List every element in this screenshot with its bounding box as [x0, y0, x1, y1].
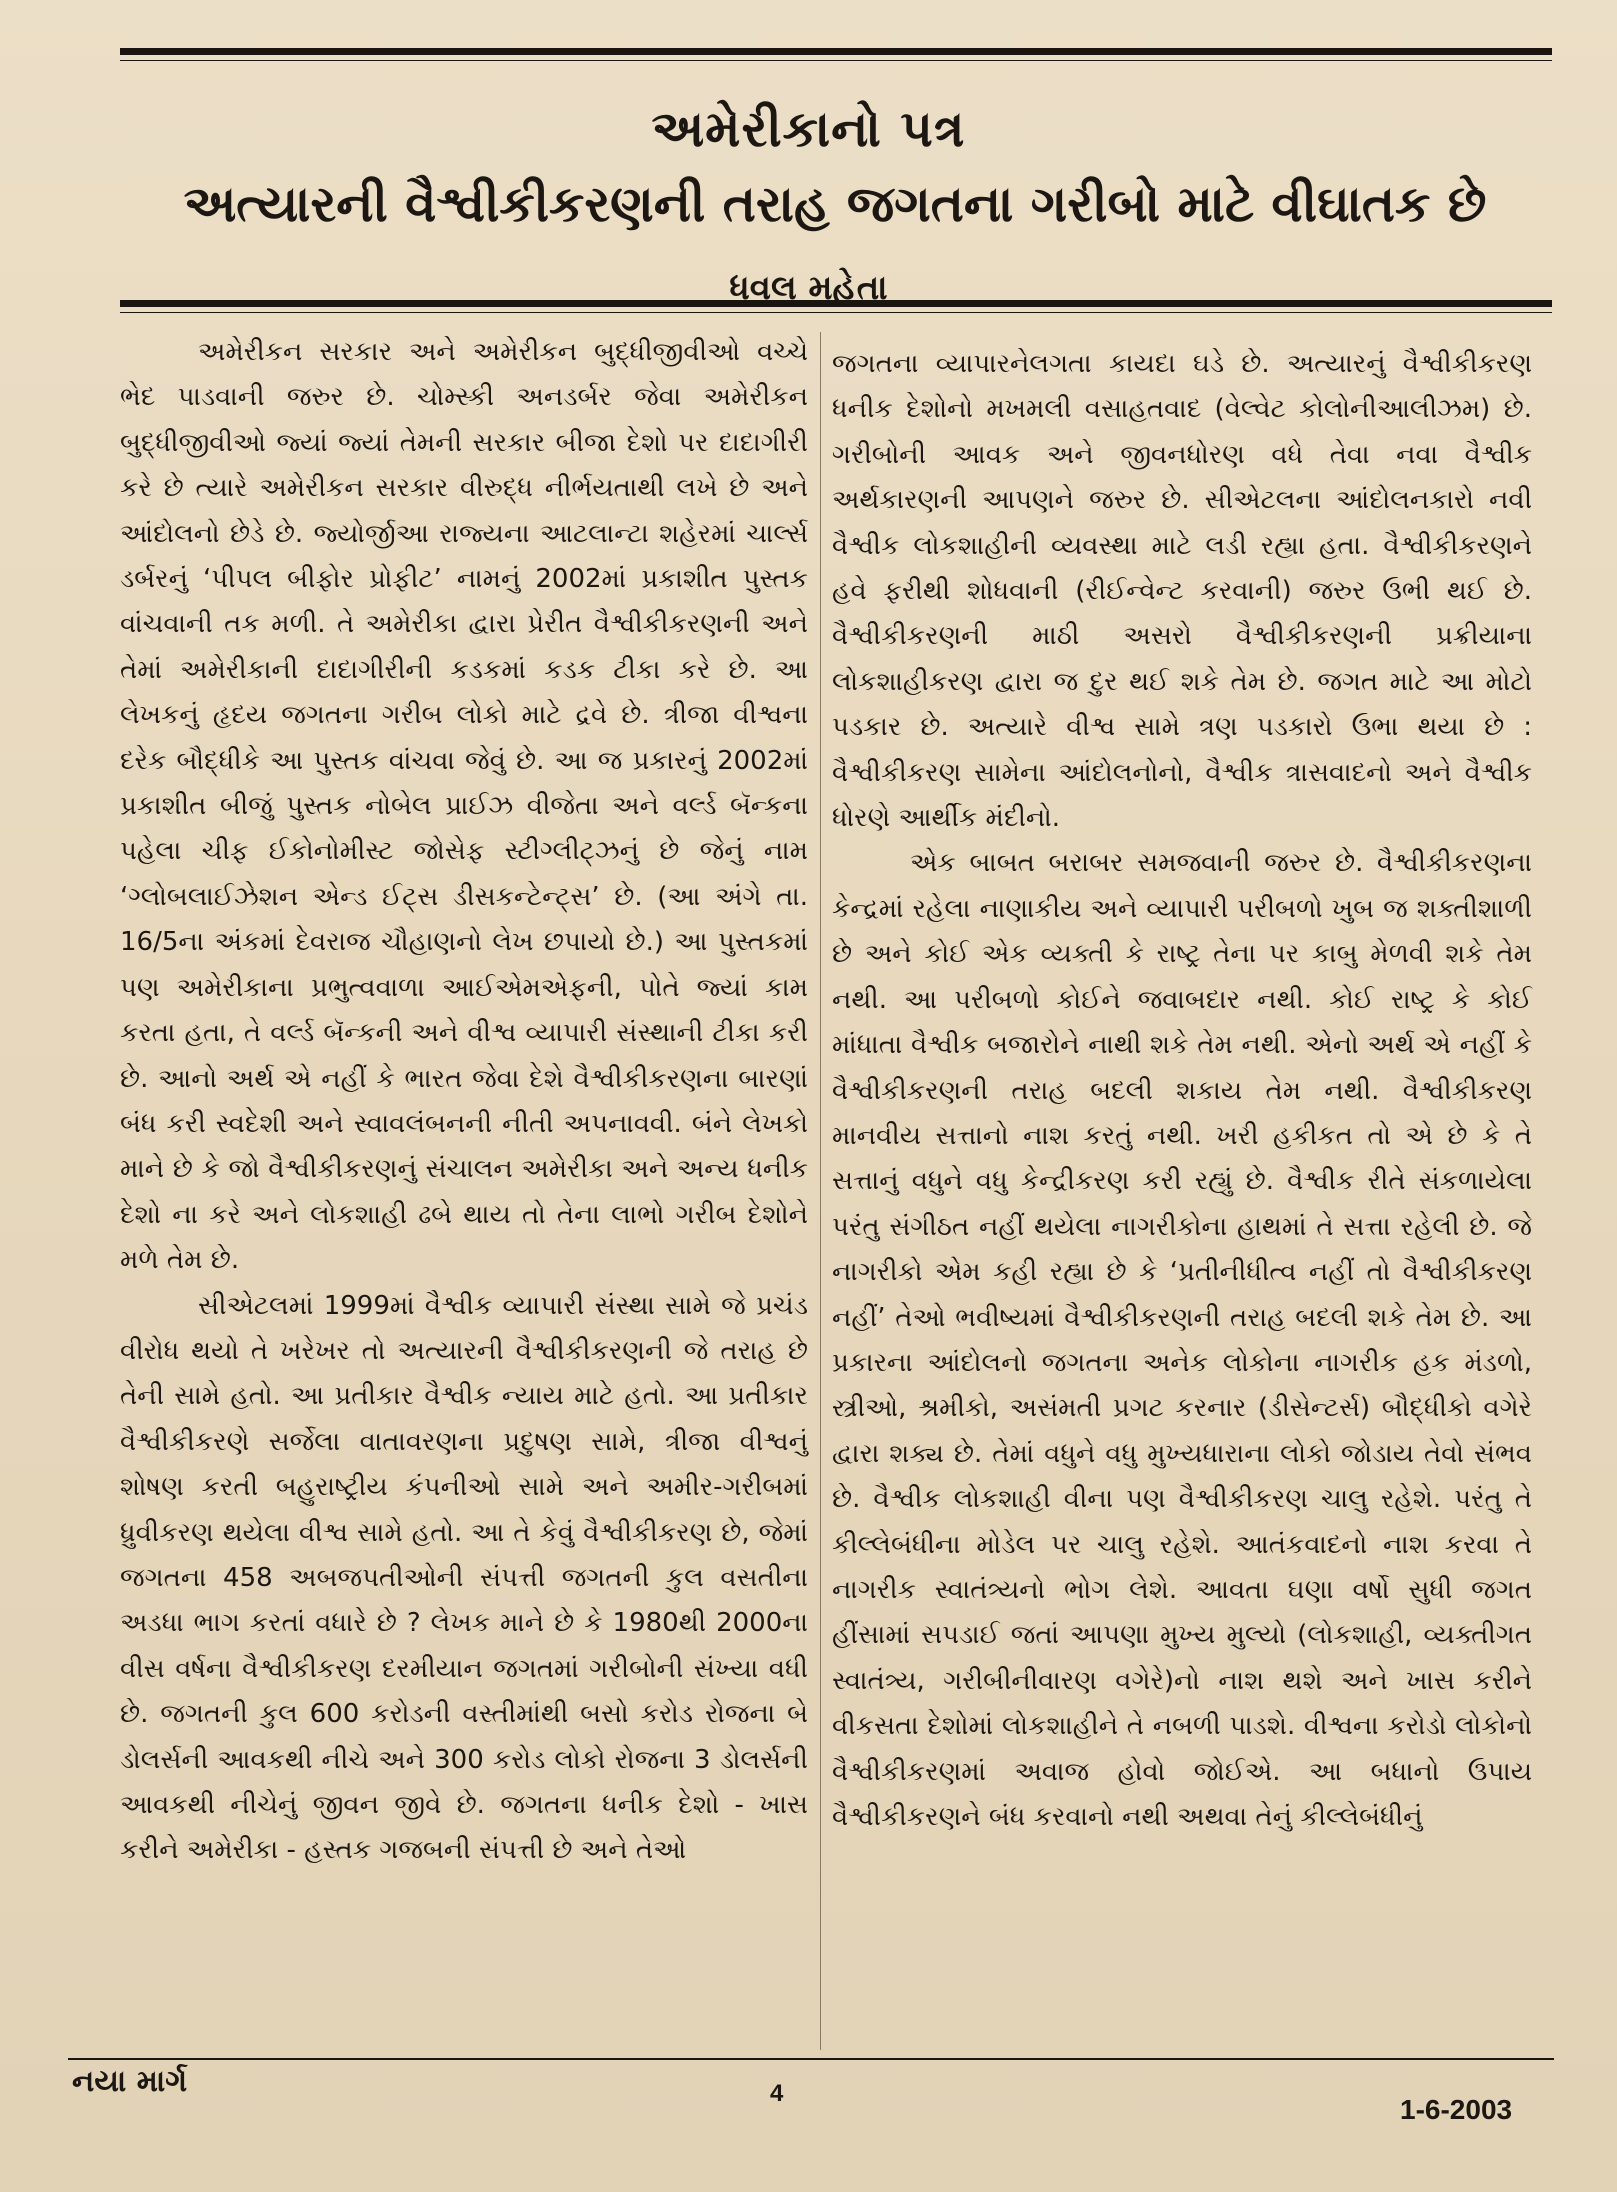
body-paragraph: સીએટલમાં 1999માં વૈશ્વીક વ્યાપારી સંસ્થા સામે જે પ્રચંડ વીરોધ થયો તે ખરેખર તો અત્યારની વૈશ્વીકીકરણની જે તરાહ છે તેની સામે હતો. આ પ્રતીકાર વૈશ્વીક ન્યાય માટે હતો. આ પ્રતીકાર વૈશ્વીકીકરણે સર્જેલા વાતાવરણના પ્રદુષણ સામે, ત્રીજા વીશ્વનું શોષણ કરતી બહુરાષ્ટ્રીય કંપનીઓ સામે અને અમીર-ગરીબમાં ધ્રુવીકરણ થયેલા વીશ્વ સામે હતો. આ તે કેવું વૈશ્વીકીકરણ છે, જેમાં જગતના 458 અબજપતીઓની સંપત્તી જગતની કુલ વસતીના અડધા ભાગ કરતાં વધારે છે ? લેખક માને છે કે 1980થી 2000ના વીસ વર્ષના વૈશ્વીકીકરણ દરમીયાન જગતમાં ગરીબોની સંખ્યા વધી છે. જગતની કુલ 600 કરોડની વસ્તીમાંથી બસો કરોડ રોજના બે ડોલર્સની આવકથી નીચે અને 300 કરોડ લોકો રોજના 3 ડોલર્સની આવકથી નીચેનું જીવન જીવે છે. જગતના ધનીક દેશો - ખાસ કરીને અમેરીકા - હસ્તક ગજબની સંપત્તી છે અને તેઓ [120, 1290, 808, 1866]
header-rule-thin [120, 312, 1552, 313]
article-kicker: અમેરીકાનો પત્ર [651, 100, 966, 158]
column-divider [820, 332, 821, 2050]
top-rule [120, 48, 1552, 55]
body-paragraph: અમેરીકન સરકાર અને અમેરીકન બુદ્ધીજીવીઓ વચ્ચે ભેદ પાડવાની જરુર છે. ચોમ્સ્કી અનડર્બર જેવા અમેરીકન બુદ્ધીજીવીઓ જ્યાં જ્યાં તેમની સરકાર બીજા દેશો પર દાદાગીરી કરે છે ત્યારે અમેરીકન સરકાર વીરુદ્ધ નીર્ભયતાથી લખે છે અને આંદોલનો છેડે છે. જ્યોર્જીઆ રાજ્યના આટલાન્ટા શહેરમાં ચાર્લ્સ ડર્બરનું ‘પીપલ બીફોર પ્રોફીટ’ નામનું 2002માં પ્રકાશીત પુસ્તક વાંચવાની તક મળી. તે અમેરીકા દ્વારા પ્રેરીત વૈશ્વીકીકરણની અને તેમાં અમેરીકાની દાદાગીરીની કડકમાં કડક ટીકા કરે છે. આ લેખકનું હૃદય જગતના ગરીબ લોકો માટે દ્રવે છે. ત્રીજા વીશ્વના દરેક બૌદ્ધીકે આ પુસ્તક વાંચવા જેવું છે. આ જ પ્રકારનું 2002માં પ્રકાશીત બીજું પુસ્તક નોબેલ પ્રાઈઝ વીજેતા અને વર્લ્ડ બૅન્કના પહેલા ચીફ ઈકોનોમીસ્ટ જોસેફ સ્ટીગ્લીટ્ઝનું છે જેનું નામ ‘ગ્લોબલાઈઝેશન એન્ડ ઈટ્સ ડીસકન્ટેન્ટ્સ’ છે. (આ અંગે તા. 16/5ના અંકમાં દેવરાજ ચૌહાણનો લેખ છપાયો છે.) આ પુસ્તકમાં પણ અમેરીકાના પ્રભુત્વવાળા આઈએમએફની, પોતે જ્યાં કામ કરતા હતા, તે વર્લ્ડ બૅન્કની અને વીશ્વ વ્યાપારી સંસ્થાની ટીકા કરી છે. આનો અર્થ એ નહીં કે ભારત જેવા દેશે વૈશ્વીકીકરણના બારણાં બંધ કરી સ્વદેશી અને સ્વાવલંબનની નીતી અપનાવવી. બંને લેખકો માને છે કે જો વૈશ્વીકીકરણનું સંચાલન અમેરીકા અને અન્ય ધનીક દેશો ના કરે અને લોકશાહી ઢબે થાય તો તેના લાભો ગરીબ દેશોને મળે તેમ છે. [120, 337, 808, 1276]
article-headline: અત્યારની વૈશ્વીકીકરણની તરાહ જગતના ગરીબો માટે વીઘાતક છે [183, 175, 1487, 233]
article-author: ધવલ મહેતા [729, 268, 888, 308]
page-number: 4 [770, 2080, 784, 2107]
footer-rule [68, 2058, 1554, 2060]
header-rule [120, 300, 1552, 307]
left-column [120, 330, 808, 2042]
top-rule-thin [120, 60, 1552, 61]
right-column [832, 342, 1532, 2042]
body-paragraph: જગતના વ્યાપારનેલગતા કાયદા ઘડે છે. અત્યારનું વૈશ્વીકીકરણ ધનીક દેશોનો મખમલી વસાહતવાદ (વેલ્વેટ કોલોનીઆલીઝમ) છે. ગરીબોની આવક અને જીવનધોરણ વધે તેવા નવા વૈશ્વીક અર્થકારણની આપણને જરુર છે. સીએટલના આંદોલનકારો નવી વૈશ્વીક લોકશાહીની વ્યવસ્થા માટે લડી રહ્યા હતા. વૈશ્વીકીકરણને હવે ફરીથી શોધવાની (રીઈન્વેન્ટ કરવાની) જરુર ઉભી થઈ છે. વૈશ્વીકીકરણની માઠી અસરો વૈશ્વીકીકરણની પ્રક્રીયાના લોકશાહીકરણ દ્વારા જ દુર થઈ શકે તેમ છે. જગત માટે આ મોટો પડકાર છે. અત્યારે વીશ્વ સામે ત્રણ પડકારો ઉભા થયા છે : વૈશ્વીકીકરણ સામેના આંદોલનોનો, વૈશ્વીક ત્રાસવાદનો અને વૈશ્વીક ધોરણે આર્થીક મંદીનો. [832, 349, 1532, 834]
issue-date: 1-6-2003 [1400, 2094, 1513, 2125]
body-paragraph: એક બાબત બરાબર સમજવાની જરુર છે. વૈશ્વીકીકરણના કેન્દ્રમાં રહેલા નાણાકીય અને વ્યાપારી પરીબળો ખુબ જ શક્તીશાળી છે અને કોઈ એક વ્યક્તી કે રાષ્ટ્ર તેના પર કાબુ મેળવી શકે તેમ નથી. આ પરીબળો કોઈને જવાબદાર નથી. કોઈ રાષ્ટ્ર કે કોઈ માંધાતા વૈશ્વીક બજારોને નાથી શકે તેમ નથી. એનો અર્થ એ નહીં કે વૈશ્વીકીકરણની તરાહ બદલી શકાય તેમ નથી. વૈશ્વીકીકરણ માનવીય સત્તાનો નાશ કરતું નથી. ખરી હકીકત તો એ છે કે તે સત્તાનું વધુને વધુ કેન્દ્રીકરણ કરી રહ્યું છે. વૈશ્વીક રીતે સંકળાયેલા પરંતુ સંગીઠત નહીં થયેલા નાગરીકોના હાથમાં તે સત્તા રહેલી છે. જે નાગરીકો એમ કહી રહ્યા છે કે ‘પ્રતીનીધીત્વ નહીં તો વૈશ્વીકીકરણ નહીં’ તેઓ ભવીષ્યમાં વૈશ્વીકીકરણની તરાહ બદલી શકે તેમ છે. આ પ્રકારના આંદોલનો જગતના અનેક લોકોના નાગરીક હક મંડળો, સ્ત્રીઓ, શ્રમીકો, અસંમતી પ્રગટ કરનાર (ડીસેન્ટર્સ) બૌદ્ધીકો વગેરે દ્વારા શક્ય છે. તેમાં વધુને વધુ મુખ્યધારાના લોકો જોડાય તેવો સંભવ છે. વૈશ્વીક લોકશાહી વીના પણ વૈશ્વીકીકરણ ચાલુ રહેશે. પરંતુ તે કીલ્લેબંધીના મોડેલ પર ચાલુ રહેશે. આતંકવાદનો નાશ કરવા તે નાગરીક સ્વાતંત્ર્યનો ભોગ લેશે. આવતા ઘણા વર્ષો સુધી જગત હીંસામાં સપડાઈ જતાં આપણા મુખ્ય મુલ્યો (લોકશાહી, વ્યક્તીગત સ્વાતંત્ર્ય, ગરીબીનીવારણ વગેરે)નો નાશ થશે અને ખાસ કરીને વીકસતા દેશોમાં લોકશાહીને તે નબળી પાડશે. વીશ્વના કરોડો લોકોનો વૈશ્વીકીકરણમાં અવાજ હોવો જોઈએ. આ બધાનો ઉપાય વૈશ્વીકીકરણને બંધ કરવાનો નથી અથવા તેનું કીલ્લેબંધીનું [832, 848, 1532, 1832]
publication-name: નયા માર્ગ [72, 2064, 188, 2099]
